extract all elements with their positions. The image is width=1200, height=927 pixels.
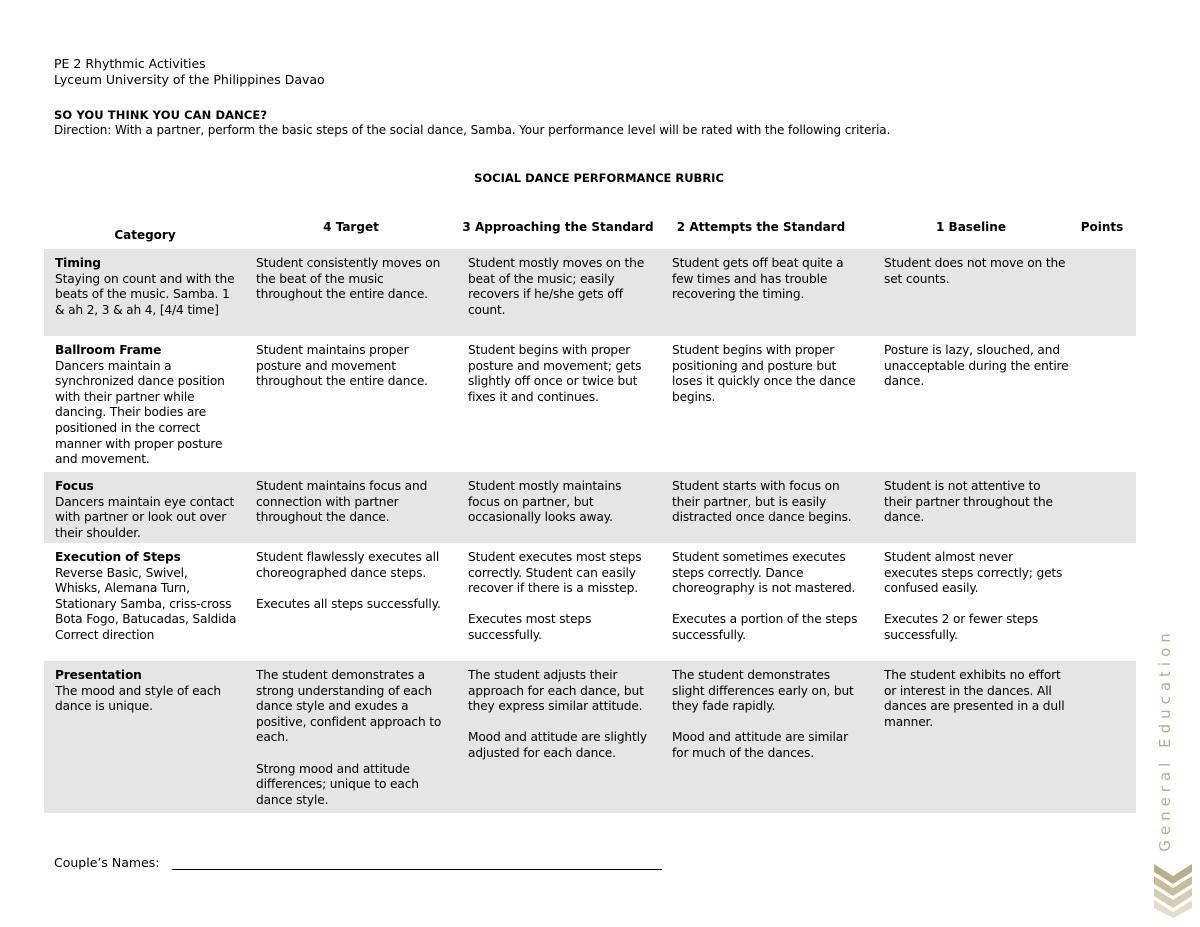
points-cell[interactable] (1074, 249, 1134, 336)
criteria-text: Student flawlessly executes all choreographed dance steps. (256, 550, 440, 580)
criteria-text: Student is not attentive to their partner throughout the dance. (884, 479, 1053, 525)
category-name: Focus (55, 479, 94, 493)
general-education-label: General Education (1156, 628, 1174, 852)
criteria-text: Executes a portion of the steps successfully. (672, 612, 858, 642)
rubric-row-presentation (44, 661, 1136, 813)
chevron-logo-icon (1152, 862, 1194, 918)
column-header-4: 4 Target (323, 220, 379, 234)
rubric-row-timing (44, 249, 1136, 336)
criteria-cell-c2 (672, 668, 864, 762)
criteria-text: Student maintains focus and connection with partner throughout the dance. (256, 479, 428, 525)
criteria-text: The student adjusts their approach for each dance, but they express similar attitude. (468, 668, 644, 714)
points-cell[interactable] (1074, 336, 1134, 472)
course-name: PE 2 Rhythmic Activities (54, 56, 206, 71)
criteria-cell-c4 (256, 550, 448, 612)
couple-names-label: Couple’s Names: (54, 855, 160, 870)
points-cell[interactable] (1074, 543, 1134, 661)
criteria-text: The student demonstrates slight differences early on, but they fade rapidly. (672, 668, 854, 714)
category-cell (55, 256, 237, 318)
activity-title: SO YOU THINK YOU CAN DANCE? (54, 108, 268, 122)
criteria-cell-c1 (884, 668, 1070, 730)
category-cell (55, 343, 237, 468)
criteria-text: Student mostly moves on the beat of the music; easily recovers if he/she gets off count. (468, 256, 645, 317)
criteria-text: Executes 2 or fewer steps successfully. (884, 612, 1039, 642)
criteria-cell-c4 (256, 256, 448, 303)
criteria-cell-c2 (672, 343, 864, 405)
rubric-row-ballroom-frame (44, 336, 1136, 472)
criteria-cell-c3 (468, 343, 656, 405)
category-name: Timing (55, 256, 101, 270)
category-description: Dancers maintain a synchronized dance position with their partner while dancing. Their bodies are positioned in the correct manner with proper posture and movement. (55, 358, 225, 467)
criteria-text: Student mostly maintains focus on partner, but occasionally looks away. (468, 479, 622, 525)
criteria-text: Posture is lazy, slouched, and unacceptable during the entire dance. (884, 343, 1069, 389)
criteria-text: Student begins with proper posture and movement; gets slightly off once or twice but fixes it and continues. (468, 343, 642, 404)
criteria-text: Strong mood and attitude differences; unique to each dance style. (256, 761, 419, 807)
criteria-text: Student sometimes executes steps correctly. Dance choreography is not mastered. (672, 550, 856, 596)
criteria-text: The student demonstrates a strong understanding of each dance style and exudes a positive, confident approach to each. (256, 668, 442, 745)
points-cell[interactable] (1074, 661, 1134, 813)
criteria-text: Student maintains proper posture and movement throughout the entire dance. (256, 343, 428, 389)
category-description: Dancers maintain eye contact with partner or look out over their shoulder. (55, 494, 235, 540)
criteria-cell-c3 (468, 479, 656, 526)
criteria-cell-c1 (884, 343, 1070, 390)
criteria-text: Student executes most steps correctly. Student can easily recover if there is a misstep. (468, 550, 642, 596)
criteria-text: Mood and attitude are slightly adjusted for each dance. (468, 730, 647, 760)
criteria-text: Student almost never executes steps correctly; gets confused easily. (884, 550, 1063, 596)
criteria-cell-c2 (672, 550, 864, 644)
column-header-1: 1 Baseline (936, 220, 1006, 234)
category-cell (55, 668, 237, 715)
column-header-2: 2 Attempts the Standard (676, 220, 846, 234)
category-name: Presentation (55, 668, 142, 682)
couple-names-line[interactable] (172, 869, 662, 870)
points-cell[interactable] (1074, 472, 1134, 543)
criteria-text: The student exhibits no effort or interest in the dances. All dances are presented in a dull manner. (884, 668, 1065, 729)
direction-text: Direction: With a partner, perform the basic steps of the social dance, Samba. Your performance level will be rated with the following criteria. (54, 123, 891, 137)
criteria-cell-c3 (468, 256, 656, 318)
criteria-text: Student starts with focus on their partner, but is easily distracted once dance begins. (672, 479, 852, 525)
criteria-cell-c1 (884, 550, 1070, 644)
category-cell (55, 550, 237, 644)
criteria-cell-c1 (884, 479, 1070, 526)
category-name: Execution of Steps (55, 550, 181, 564)
criteria-text: Executes all steps successfully. (256, 596, 441, 611)
criteria-text: Student consistently moves on the beat of the music throughout the entire dance. (256, 256, 441, 302)
criteria-text: Mood and attitude are similar for much of the dances. (672, 730, 848, 760)
rubric-title: SOCIAL DANCE PERFORMANCE RUBRIC (474, 171, 724, 185)
criteria-cell-c3 (468, 668, 656, 762)
category-description: Staying on count and with the beats of the music. Samba. 1 & ah 2, 3 & ah 4, [4/4 time] (55, 271, 235, 317)
school-name: Lyceum University of the Philippines Davao (54, 72, 325, 87)
criteria-cell-c4 (256, 479, 448, 526)
criteria-text: Student begins with proper positioning and posture but loses it quickly once the dance begins. (672, 343, 856, 404)
category-cell (55, 479, 237, 541)
category-description: Reverse Basic, Swivel, Whisks, Alemana Turn, Stationary Samba, criss-cross Bota Fogo, Batucadas, Saldida Correct direction (55, 565, 237, 642)
column-header-3: 3 Approaching the Standard (462, 220, 654, 234)
criteria-text: Student does not move on the set counts. (884, 256, 1066, 286)
criteria-cell-c4 (256, 668, 448, 808)
criteria-cell-c2 (672, 256, 864, 303)
criteria-cell-c1 (884, 256, 1070, 287)
column-header-points: Points (1080, 220, 1124, 234)
criteria-cell-c2 (672, 479, 864, 526)
criteria-text: Student gets off beat quite a few times and has trouble recovering the timing. (672, 256, 844, 302)
category-name: Ballroom Frame (55, 343, 162, 357)
category-description: The mood and style of each dance is unique. (55, 683, 221, 714)
criteria-cell-c4 (256, 343, 448, 390)
column-header-category: Category (114, 228, 176, 242)
criteria-cell-c3 (468, 550, 656, 644)
criteria-text: Executes most steps successfully. (468, 612, 592, 642)
rubric-row-focus (44, 472, 1136, 543)
rubric-row-execution-of-steps (44, 543, 1136, 661)
